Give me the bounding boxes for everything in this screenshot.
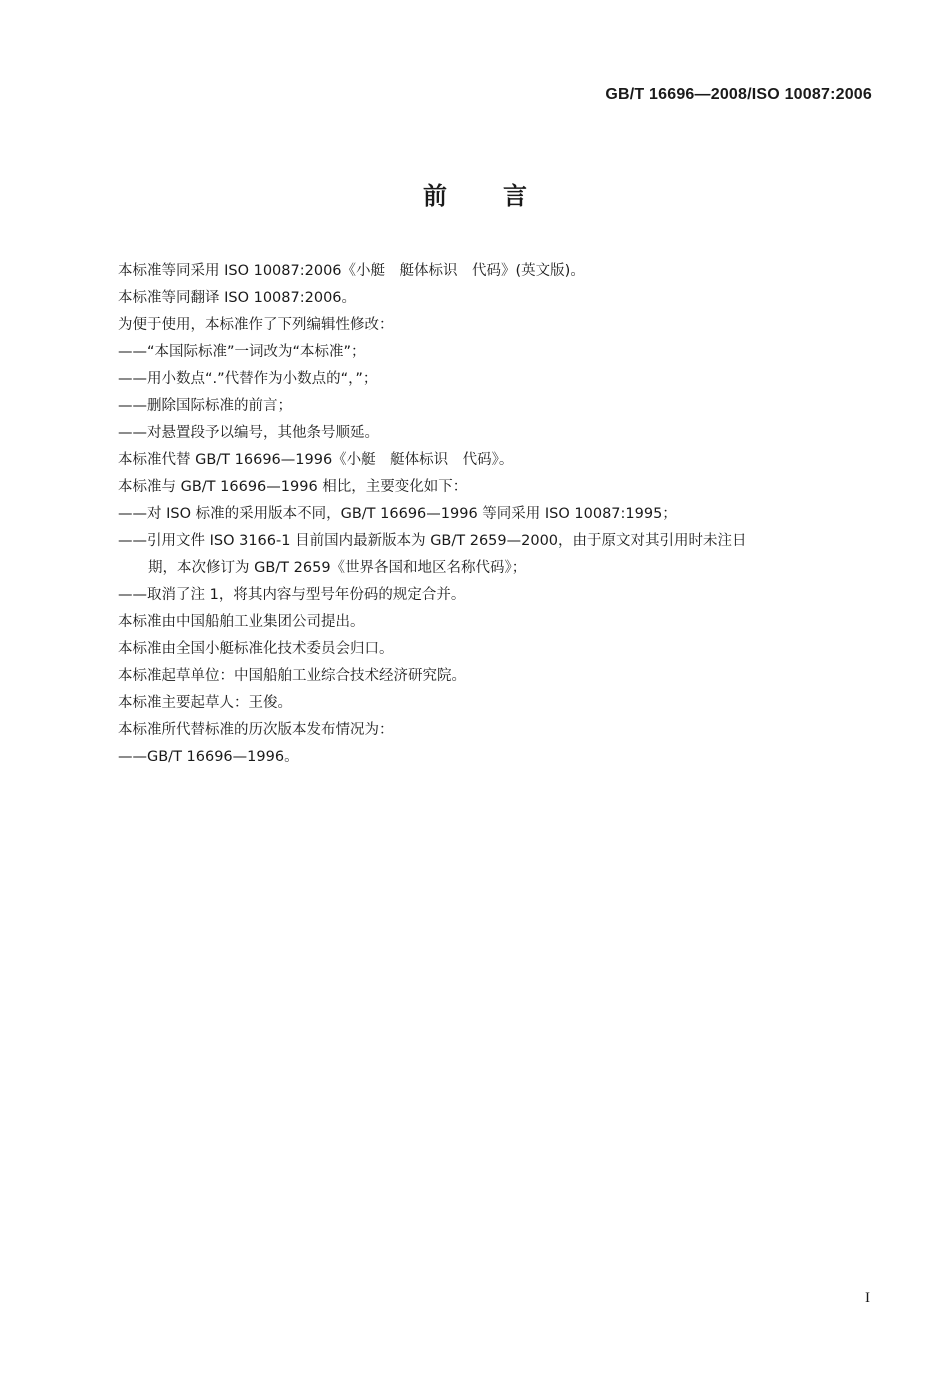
- list-item-continuation: 期，本次修订为 GB/T 2659《世界各国和地区名称代码》；: [148, 560, 527, 576]
- body-line: 本标准代替 GB/T 16696—1996《小艇 艇体标识 代码》。: [118, 452, 514, 468]
- body-line: 本标准等同翻译 ISO 10087:2006。: [118, 290, 357, 306]
- body-line: 本标准由中国船舶工业集团公司提出。: [118, 614, 365, 630]
- list-item: ——删除国际标准的前言；: [118, 398, 292, 414]
- body-line: 本标准由全国小艇标准化技术委员会归口。: [118, 641, 394, 657]
- body-line: 为便于使用，本标准作了下列编辑性修改：: [118, 317, 394, 333]
- list-item: ——GB/T 16696—1996。: [118, 749, 299, 765]
- list-item: ——对悬置段予以编号，其他条号顺延。: [118, 425, 379, 441]
- body-line: 本标准主要起草人：王俊。: [118, 695, 292, 711]
- list-item: ——“本国际标准”一词改为“本标准”；: [118, 344, 366, 360]
- list-item: ——引用文件 ISO 3166-1 目前国内最新版本为 GB/T 2659—2000，由于原文对其引用时未注日: [118, 533, 747, 549]
- body-line: 本标准与 GB/T 16696—1996 相比，主要变化如下：: [118, 479, 468, 495]
- body-line: 本标准所代替标准的历次版本发布情况为：: [118, 722, 394, 738]
- list-item: ——用小数点“.”代替作为小数点的“，”；: [118, 371, 378, 387]
- page-title: 前言: [423, 182, 583, 210]
- body-line: 本标准等同采用 ISO 10087:2006《小艇 艇体标识 代码》(英文版)。: [118, 263, 585, 279]
- list-item: ——取消了注 1，将其内容与型号年份码的规定合并。: [118, 587, 466, 603]
- body-line: 本标准起草单位：中国船舶工业综合技术经济研究院。: [118, 668, 466, 684]
- page-number: I: [865, 1290, 870, 1306]
- standard-code-header: GB/T 16696—2008/ISO 10087:2006: [605, 86, 872, 103]
- list-item: ——对 ISO 标准的采用版本不同，GB/T 16696—1996 等同采用 ISO 10087:1995；: [118, 506, 677, 522]
- foreword-body: [118, 258, 878, 771]
